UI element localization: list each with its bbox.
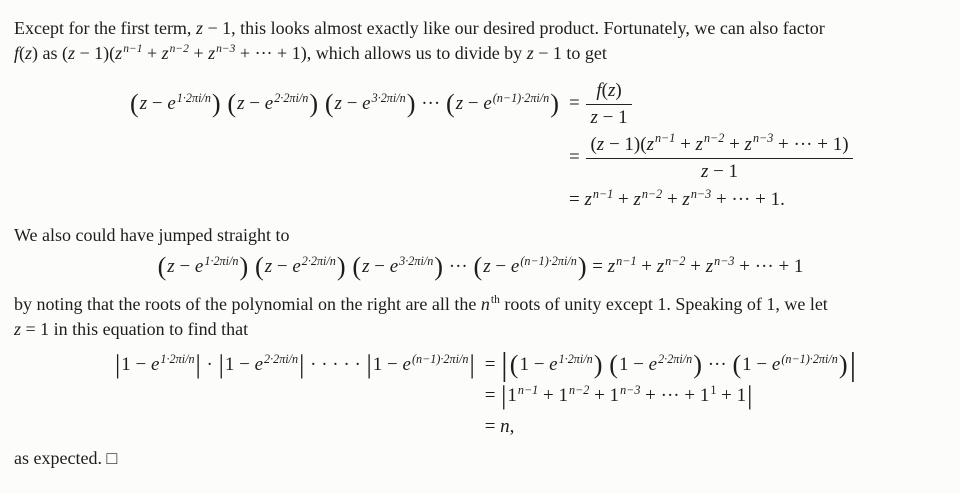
superscript: n−1: [654, 131, 676, 146]
math-text: z: [483, 256, 491, 278]
equation-1-rhs-line1: [569, 80, 855, 129]
paragraph-roots: [14, 292, 946, 342]
math-text: + ··· + 1), which allows us to divide by: [235, 43, 527, 63]
math-text: ···: [444, 256, 473, 278]
math-text: z: [195, 18, 203, 38]
math-text: z: [526, 43, 534, 63]
delimiter: (: [254, 251, 264, 281]
math-text: + ··· + 1: [640, 385, 710, 407]
math-text: e: [549, 354, 558, 376]
math-text: z: [334, 93, 342, 115]
math-text: =: [568, 92, 585, 114]
math-text: f: [14, 43, 20, 63]
fraction: [586, 131, 852, 183]
math-text: e: [483, 93, 492, 115]
equation-3-rhs-line2: [484, 380, 857, 410]
math-text: z: [161, 43, 169, 63]
math-text: =: [484, 385, 501, 407]
math-text: e: [264, 93, 274, 115]
delimiter: ): [550, 88, 559, 118]
math-text: z: [607, 80, 616, 101]
math-text: −: [272, 256, 293, 278]
math-text: ,: [509, 416, 515, 438]
math-text: z: [115, 43, 123, 63]
math-text: + 1: [716, 385, 747, 407]
superscript: (n−1)·2πi/n: [492, 91, 550, 106]
math-text: e: [771, 354, 781, 376]
equation-1-lhs: [129, 88, 560, 118]
math-text: (: [590, 133, 597, 155]
superscript: n−2: [568, 383, 590, 398]
delimiter: |: [501, 346, 508, 383]
math-text: +: [662, 189, 683, 211]
delimiter: |: [115, 349, 121, 379]
superscript: 2·2πi/n: [274, 91, 309, 106]
math-text: e: [167, 93, 176, 115]
superscript: (n−1)·2πi/n: [781, 352, 838, 367]
math-text: (: [601, 80, 608, 101]
fraction: [586, 80, 631, 129]
math-text: z: [167, 256, 175, 278]
math-text: z: [656, 256, 665, 278]
math-text: 1 −: [519, 354, 550, 376]
delimiter: |: [469, 349, 475, 379]
math-text: z: [744, 133, 752, 155]
math-text: = 1 in this equation to find that: [21, 319, 249, 340]
math-text: 1 −: [618, 354, 649, 376]
math-text: +: [188, 43, 209, 63]
math-text: −: [147, 93, 168, 115]
superscript: (n−1)·2πi/n: [411, 352, 469, 367]
delimiter: |: [299, 349, 305, 379]
paragraph-jump: [14, 223, 946, 248]
equation-3-rhs-line1: [484, 346, 857, 383]
math-text: ···: [416, 93, 445, 115]
equation-2-line: [157, 251, 804, 281]
math-text: +: [613, 189, 634, 211]
delimiter: (: [157, 251, 167, 281]
math-text: e: [150, 354, 160, 376]
math-text: z: [264, 256, 273, 278]
delimiter: ): [434, 251, 444, 281]
math-text: z: [139, 93, 148, 115]
delimiter: |: [747, 380, 753, 410]
superscript: 2·2πi/n: [658, 352, 693, 367]
math-text: z: [596, 133, 605, 155]
math-text: z: [705, 256, 714, 278]
equation-block-2: [14, 251, 946, 281]
math-text: −: [369, 256, 390, 278]
math-text: e: [254, 354, 264, 376]
math-text: f: [596, 80, 602, 101]
delimiter: ): [577, 251, 587, 281]
math-text: −: [174, 256, 195, 278]
math-text: z: [68, 43, 76, 63]
math-text: −: [463, 93, 484, 115]
delimiter: |: [849, 346, 857, 383]
math-text: +: [675, 133, 696, 155]
math-text: e: [292, 256, 301, 278]
superscript: 1: [710, 383, 717, 398]
superscript: n−3: [752, 131, 774, 146]
math-text: z: [208, 43, 216, 63]
superscript: n−2: [641, 187, 663, 202]
superscript: n−1: [616, 254, 637, 269]
math-text: − 1: [597, 106, 628, 128]
math-text: · · · · ·: [305, 354, 366, 376]
superscript: n−3: [690, 187, 712, 202]
math-text: ···: [702, 354, 732, 376]
delimiter: |: [366, 349, 372, 379]
math-text: =: [484, 416, 501, 438]
math-text: z: [607, 256, 616, 278]
delimiter: (: [509, 349, 519, 379]
equation-3-rhs-line3: [485, 414, 857, 440]
math-text: z: [584, 189, 592, 211]
superscript: n−3: [216, 43, 236, 56]
delimiter: ): [593, 349, 603, 379]
equation-1-rhs-line2: [568, 131, 855, 183]
math-text: e: [648, 354, 658, 376]
math-text: z: [14, 319, 22, 340]
superscript: n−2: [665, 254, 686, 269]
delimiter: (: [352, 251, 362, 281]
math-text: z: [646, 133, 654, 155]
math-text: ): [615, 80, 622, 101]
math-text: z: [362, 256, 370, 278]
math-text: e: [510, 256, 520, 278]
math-text: roots of unity except 1. Speaking of 1, we let: [499, 294, 828, 315]
math-text: e: [402, 354, 411, 376]
math-text: − 1 to get: [533, 43, 607, 63]
math-text: − 1)(: [75, 43, 116, 63]
math-text: z: [237, 93, 245, 115]
superscript: th: [490, 294, 500, 307]
superscript: 2·2πi/n: [264, 352, 299, 367]
delimiter: ): [239, 251, 249, 281]
superscript: 3·2πi/n: [399, 254, 434, 269]
math-text: 1 −: [224, 354, 255, 376]
delimiter: (: [324, 88, 334, 118]
delimiter: |: [218, 349, 224, 379]
math-text: + 1: [589, 385, 620, 407]
math-text: z: [590, 106, 598, 128]
math-text: (: [19, 43, 26, 63]
delimiter: ): [838, 349, 848, 379]
superscript: 1·2πi/n: [558, 352, 593, 367]
math-text: e: [194, 256, 204, 278]
math-text: +: [142, 43, 162, 63]
math-text: − 1)(: [604, 133, 647, 155]
math-text: − 1, this looks almost exactly like our desired product. Fortunately, we can also factor: [202, 18, 825, 38]
delimiter: (: [227, 88, 237, 118]
math-text: ) as (: [32, 43, 69, 63]
superscript: n−2: [169, 43, 189, 56]
math-text: =: [587, 256, 608, 278]
math-text: 1 −: [372, 354, 403, 376]
equation-block-3: [114, 346, 946, 440]
superscript: n−2: [703, 131, 725, 146]
math-text: e: [389, 256, 399, 278]
paragraph-intro: [14, 16, 946, 66]
math-text: + 1: [538, 385, 568, 407]
superscript: n−1: [517, 383, 539, 398]
delimiter: ): [336, 251, 346, 281]
delimiter: (: [130, 88, 139, 118]
math-text: + ··· + 1): [773, 133, 849, 155]
math-text: +: [685, 256, 706, 278]
math-text: − 1: [708, 160, 739, 182]
math-text: =: [568, 189, 585, 211]
math-text: =: [568, 146, 585, 168]
math-text: z: [682, 189, 690, 211]
math-text: 1 −: [121, 354, 151, 376]
math-text: n: [500, 416, 510, 438]
math-text: −: [244, 93, 265, 115]
delimiter: (: [445, 88, 455, 118]
delimiter: |: [195, 349, 201, 379]
math-text: =: [484, 354, 501, 376]
math-text: ·: [201, 354, 218, 376]
math-text: as expected. □: [14, 448, 118, 469]
delimiter: ): [693, 349, 702, 379]
delimiter: ): [309, 88, 319, 118]
superscript: 3·2πi/n: [371, 91, 406, 106]
paragraph-conclusion: [14, 446, 946, 471]
equation-3-lhs: [114, 349, 476, 379]
math-text: z: [700, 160, 709, 182]
math-text: n: [480, 294, 490, 315]
math-text: by noting that the roots of the polynomial on the right are all the: [14, 294, 481, 315]
math-text: z: [633, 189, 641, 211]
math-text: 1: [507, 385, 517, 407]
delimiter: |: [501, 380, 507, 410]
superscript: n−3: [714, 254, 735, 269]
math-text: 1 −: [742, 354, 772, 376]
superscript: n−1: [123, 43, 143, 56]
math-text: + ··· + 1.: [711, 189, 785, 211]
superscript: n−3: [620, 383, 641, 398]
equation-1-rhs-line3: [569, 187, 855, 213]
math-text: We also could have jumped straight to: [14, 225, 290, 246]
delimiter: ): [406, 88, 416, 118]
superscript: 1·2πi/n: [176, 91, 211, 106]
math-text: −: [341, 93, 363, 115]
equation-block-1: [129, 80, 946, 213]
math-text: z: [695, 133, 703, 155]
superscript: n−1: [592, 187, 614, 202]
math-text: −: [490, 256, 511, 278]
math-text: Except for the first term,: [14, 18, 196, 38]
math-text: z: [25, 43, 33, 63]
delimiter: (: [609, 349, 618, 379]
superscript: 1·2πi/n: [160, 352, 195, 367]
math-text: + ··· + 1: [734, 256, 804, 278]
math-text: +: [636, 256, 657, 278]
math-text: +: [724, 133, 745, 155]
delimiter: ): [211, 88, 221, 118]
delimiter: (: [732, 349, 742, 379]
math-text: e: [362, 93, 371, 115]
superscript: (n−1)·2πi/n: [520, 254, 577, 269]
math-text: z: [455, 93, 464, 115]
superscript: 2·2πi/n: [301, 254, 336, 269]
delimiter: (: [473, 251, 483, 281]
superscript: 1·2πi/n: [204, 254, 239, 269]
